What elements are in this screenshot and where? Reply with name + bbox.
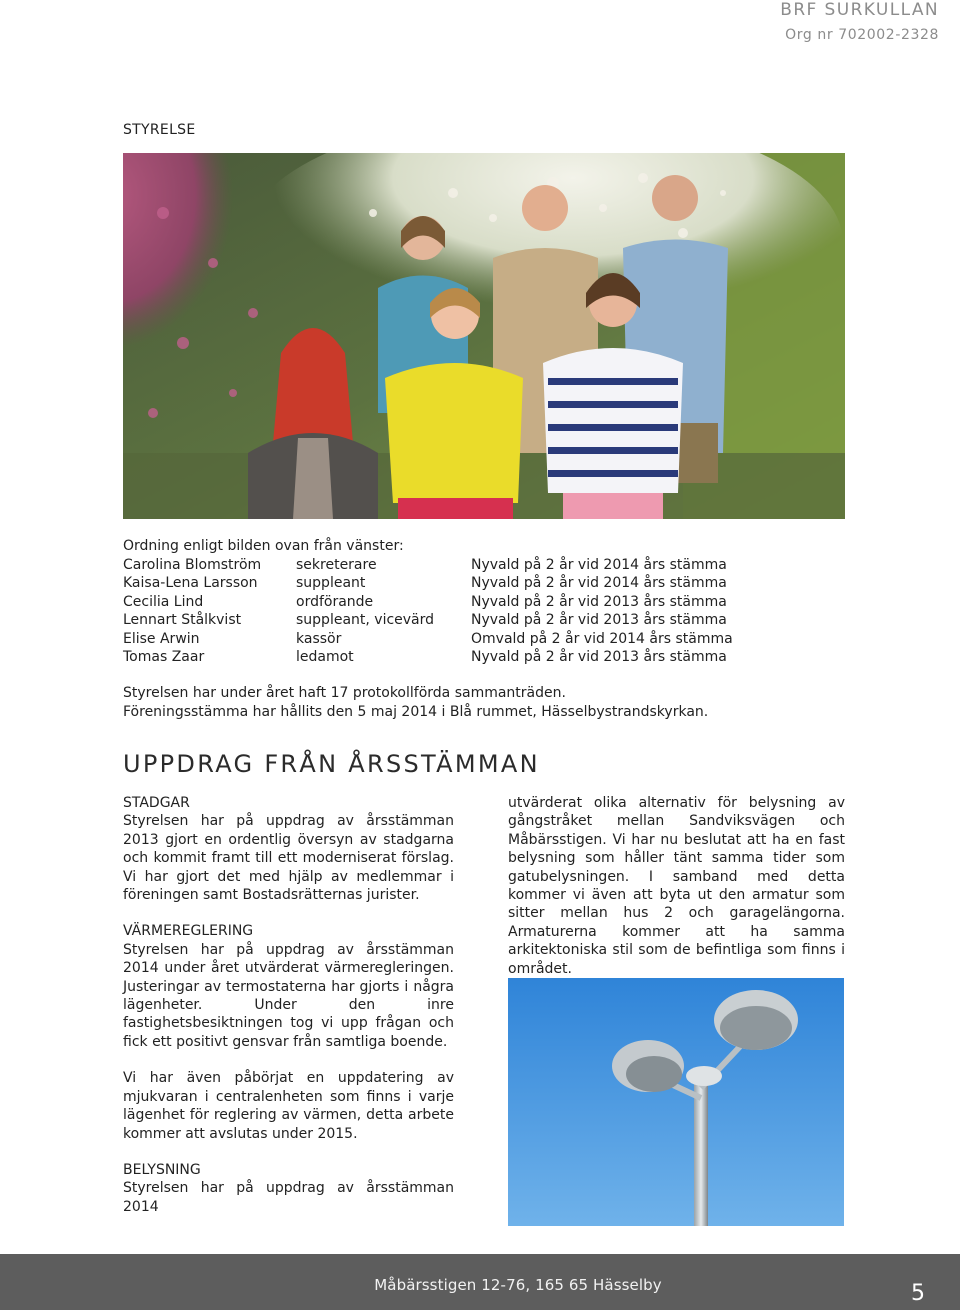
table-row [123, 574, 763, 592]
member-role: suppleant, vicevärd [296, 612, 435, 629]
varme-text: Styrelsen har på uppdrag av årsstämman 2014 under året utvärderat värmeregleringen. Justeringar av termostaterna har gjorts i några lägenheter. Under den inre fastighetsbesiktningen tog vi upp frågan och fick ett positivt gensvar från samtliga boende. [123, 941, 454, 1050]
table-row [123, 556, 763, 574]
member-role: sekreterare [296, 557, 377, 573]
right-column [508, 794, 845, 978]
member-term: Nyvald på 2 år vid 2013 års stämma [471, 648, 727, 665]
stadgar-subheading: STADGAR [123, 795, 190, 811]
member-term: Nyvald på 2 år vid 2014 års stämma [471, 557, 727, 573]
org-number: Org nr 702002-2328 [785, 27, 939, 43]
page-number: 5 [911, 1281, 925, 1306]
member-term: Nyvald på 2 år vid 2014 års stämma [471, 575, 727, 592]
member-role: ledamot [296, 648, 354, 665]
varme-subheading: VÄRMEREGLERING [123, 923, 254, 940]
member-name: Elise Arwin [123, 630, 200, 647]
belysning-text-start: Styrelsen har på uppdrag av årsstämman 2014 [123, 1180, 454, 1215]
meetings-note: Styrelsen har under året haft 17 protokollförda sammanträden. [123, 685, 566, 701]
table-row [123, 611, 763, 629]
assignments-heading: UPPDRAG FRÅN ÅRSSTÄMMAN [123, 750, 540, 778]
member-name: Kaisa-Lena Larsson [123, 575, 258, 592]
board-group-photo [123, 153, 845, 519]
table-row [123, 648, 763, 666]
page-footer [0, 1254, 960, 1310]
member-name: Lennart Stålkvist [123, 612, 242, 629]
table-row [123, 630, 763, 648]
board-member-table [123, 556, 763, 666]
footer-address: Måbärsstigen 12-76, 165 65 Hässelby [374, 1276, 662, 1294]
board-order-intro: Ordning enligt bilden ovan från vänster: [123, 538, 404, 554]
member-name: Carolina Blomström [123, 557, 262, 573]
board-notes [123, 684, 708, 721]
member-name: Cecilia Lind [123, 593, 204, 610]
member-term: Omvald på 2 år vid 2014 års stämma [471, 630, 733, 647]
member-role: kassör [296, 630, 342, 647]
member-name: Tomas Zaar [123, 648, 205, 665]
varme-text-continued: Vi har även påbörjat en uppdatering av mjukvaran i centralenheten som finns i varje lägenhet för reglering av värmen, detta arbete kommer att avslutas under 2015. [123, 1070, 454, 1142]
general-meeting-note: Föreningsstämma har hållits den 5 maj 2014 i Blå rummet, Hässelbystrandskyrkan. [123, 703, 709, 720]
left-column [123, 794, 454, 1216]
member-term: Nyvald på 2 år vid 2013 års stämma [471, 593, 727, 610]
member-term: Nyvald på 2 år vid 2013 års stämma [471, 612, 727, 629]
org-header [780, 0, 939, 45]
belysning-text-continued: utvärderat olika alternativ för belysning av gångstråket mellan Sandviksvägen och Måbärsstigen. Vi har nu beslutat att ha en fast belysning som håller tänt samma tider som gatubelysningen. I samband med detta kommer vi även att byta ut den armatur som sitter mellan hus 2 och garagelängorna. Armaturerna kommer att ha samma arkitektoniska stil som de befintliga som finns i området. [508, 795, 845, 977]
section-title: STYRELSE [123, 122, 196, 138]
org-name: BRF SURKULLAN [780, 0, 939, 20]
belysning-subheading: BELYSNING [123, 1161, 201, 1178]
stadgar-text: Styrelsen har på uppdrag av årsstämman 2013 gjort en ordentlig översyn av stadgarna och kommit framt till ett moderniserat förslag. Vi har gjort det med hjälp av medlemmar i föreningen samt Bostadsrätternas jurister. [123, 813, 454, 904]
member-role: suppleant [296, 575, 366, 592]
street-lamp-photo [508, 978, 844, 1226]
table-row [123, 593, 763, 611]
member-role: ordförande [296, 593, 374, 610]
